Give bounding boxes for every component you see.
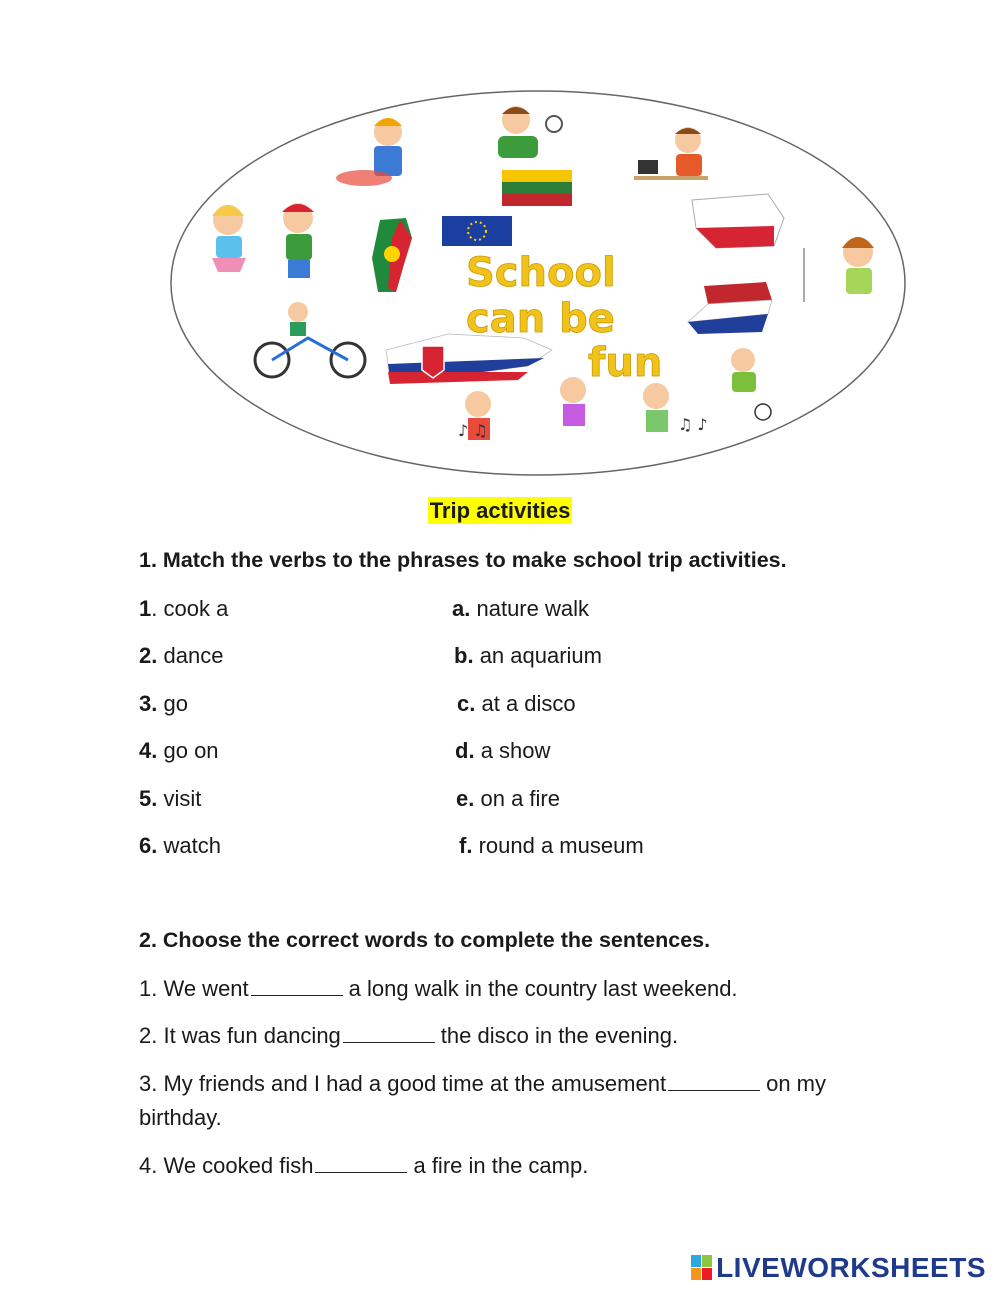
eu-flag-icon [442, 216, 512, 246]
lithuania-flag-icon [502, 170, 572, 206]
svg-text:♪ ♫: ♪ ♫ [458, 421, 488, 440]
page-title: Trip activities [429, 498, 571, 523]
answer-blank-1[interactable] [251, 975, 343, 996]
phrase-row-a[interactable]: a. nature walk [452, 596, 589, 621]
verb-row-2: 2. dance [139, 643, 224, 668]
answer-blank-3[interactable] [668, 1070, 760, 1091]
logo-line-3: fun [588, 340, 663, 386]
section2-heading: 2. Choose the correct words to complete the sentences. [139, 928, 711, 952]
logo-line-2: can be [466, 296, 615, 342]
liveworksheets-logo-icon [691, 1255, 713, 1281]
answer-blank-4[interactable] [315, 1152, 407, 1173]
phrase-row-c[interactable]: c. at a disco [457, 691, 576, 716]
section1-heading: 1. Match the verbs to the phrases to make school trip activities. [139, 548, 787, 572]
sentence-1: 1. We went a long walk in the country last weekend. [139, 976, 738, 1001]
sentence-3: 3. My friends and I had a good time at the amusement on my birthday. [139, 1071, 826, 1130]
logo-line-1: School [466, 250, 616, 296]
verb-row-1: 1. cook a [139, 596, 229, 621]
sentence-2: 2. It was fun dancing the disco in the evening. [139, 1023, 679, 1048]
phrase-row-d[interactable]: d. a show [455, 738, 551, 763]
verb-row-3: 3. go [139, 691, 188, 716]
liveworksheets-brand [691, 1252, 986, 1284]
brand-text: LIVEWORKSHEETS [716, 1252, 986, 1283]
verb-row-4: 4. go on [139, 738, 219, 763]
verb-row-6: 6. watch [139, 833, 221, 858]
school-can-be-fun-logo [168, 88, 908, 478]
sentence-4: 4. We cooked fish a fire in the camp. [139, 1153, 589, 1178]
girl-kid-left [212, 205, 246, 272]
verb-row-5: 5. visit [139, 786, 202, 811]
phrase-row-f[interactable]: f. round a museum [459, 833, 644, 858]
answer-blank-2[interactable] [343, 1022, 435, 1043]
phrase-row-e[interactable]: e. on a fire [456, 786, 560, 811]
phrase-row-b[interactable]: b. an aquarium [454, 643, 602, 668]
svg-text:♫ ♪: ♫ ♪ [678, 415, 708, 434]
